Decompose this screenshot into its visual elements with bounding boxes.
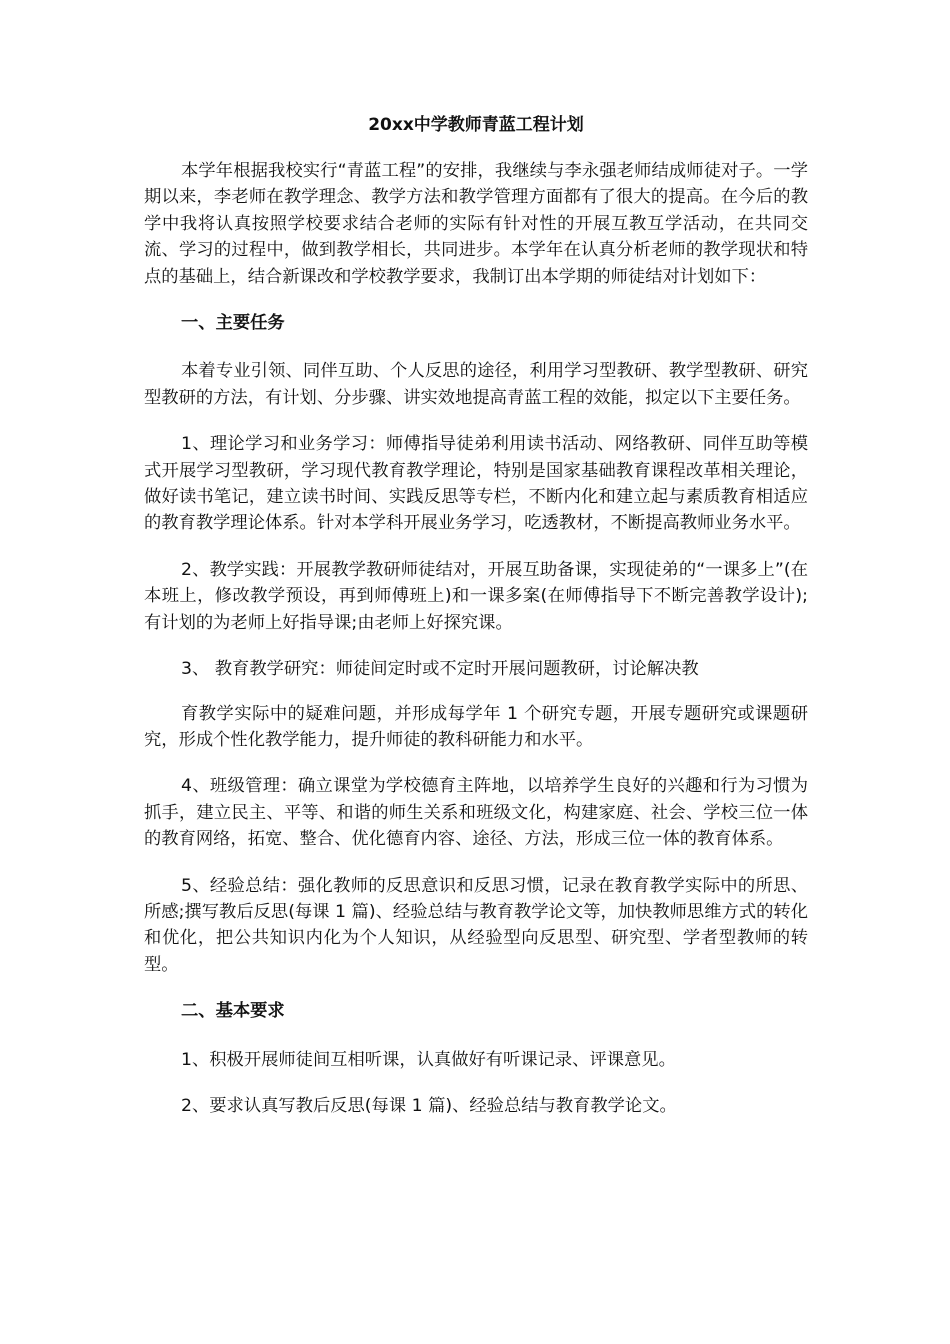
task-item-research-continued: 育教学实际中的疑难问题，并形成每学年 1 个研究专题，开展专题研究或课题研究，形成个性化教学能力，提升师徒的教科研能力和水平。 [144,703,808,750]
task-item-teaching-practice: 2、教学实践：开展教学教研师徒结对，开展互助备课，实现徒弟的“一课多上”(在本班上，修改教学预设，再到师傅班上)和一课多案(在师傅指导下不断完善教学设计);有计划的为老师上好指导课;由老师上好探究课。 [144,559,808,633]
main-tasks-paragraph: 本着专业引领、同伴互助、个人反思的途径，利用学习型教研、教学型教研、研究型教研的方法，有计划、分步骤、讲实效地提高青蓝工程的效能，拟定以下主要任务。 [144,361,808,408]
intro-paragraph: 本学年根据我校实行“青蓝工程”的安排，我继续与李永强老师结成师徒对子。一学期以来，李老师在教学理念、教学方法和教学管理方面都有了很大的提高。在今后的教学中我将认真按照学校要求结合老师的实际有针对性的开展互教互学活动，在共同交流、学习的过程中，做到教学相长，共同进步。本学年在认真分析老师的教学现状和特点的基础上，结合新课改和学校教学要求，我制订出本学期的师徒结对计划如下： [144,161,808,287]
task-item-experience-summary: 5、经验总结：强化教师的反思意识和反思习惯，记录在教育教学实际中的所思、所感;撰写教后反思(每课 1 篇)、经验总结与教育教学论文等，加快教师思维方式的转化和优化，把公共知识内化为个人知识，从经验型向反思型、研究型、学者型教师的转型。 [144,875,808,975]
document-page [144,112,808,1139]
section-heading-basic-requirements: 二、基本要求 [181,1001,285,1022]
task-item-research-line: 3、 教育教学研究：师徒间定时或不定时开展问题教研，讨论解决教 [181,659,699,680]
task-item-theory-study: 1、理论学习和业务学习：师傅指导徒弟利用读书活动、网络教研、同伴互助等模式开展学习型教研，学习现代教育教学理论，特别是国家基础教育课程改革相关理论，做好读书笔记，建立读书时间、实践反思等专栏，不断内化和建立起与素质教育相适应的教育教学理论体系。针对本学科开展业务学习，吃透教材，不断提高教师业务水平。 [144,434,808,534]
task-item-class-management: 4、班级管理：确立课堂为学校德育主阵地，以培养学生良好的兴趣和行为习惯为抓手，建立民主、平等、和谐的师生关系和班级文化，构建家庭、社会、学校三位一体的教育网络，拓宽、整合、优化德育内容、途径、方法，形成三位一体的教育体系。 [144,776,808,850]
requirement-item-1: 1、积极开展师徒间互相听课，认真做好有听课记录、评课意见。 [181,1049,676,1070]
requirement-item-2: 2、要求认真写教后反思(每课 1 篇)、经验总结与教育教学论文。 [181,1095,677,1116]
document-title: 20xx中学教师青蓝工程计划 [368,115,584,135]
section-heading-main-tasks: 一、主要任务 [181,313,285,334]
